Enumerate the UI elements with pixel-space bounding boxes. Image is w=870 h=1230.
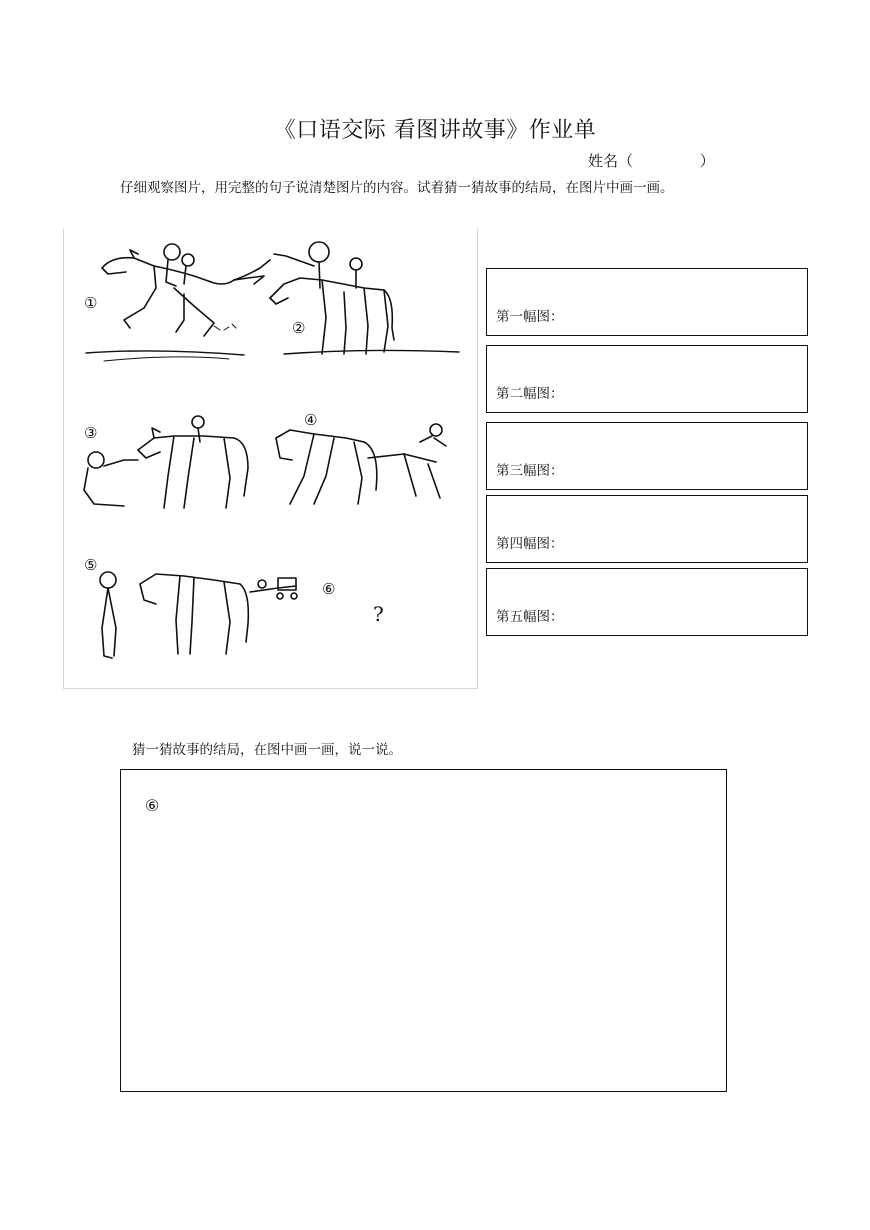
drawing-area[interactable] — [120, 769, 727, 1092]
comic-illustration — [64, 228, 477, 688]
description-label: 第五幅图： — [496, 609, 564, 625]
description-box-3[interactable] — [486, 422, 808, 490]
panel-4 — [276, 411, 446, 504]
description-box-5[interactable] — [486, 568, 808, 636]
panel-number: ② — [292, 319, 306, 337]
panel-number: ⑤ — [84, 556, 98, 574]
description-label: 第一幅图： — [496, 309, 564, 325]
panel-number: ① — [84, 294, 98, 312]
question-mark: ? — [373, 602, 384, 626]
instruction-text: 仔细观察图片，用完整的句子说清楚图片的内容。试着猜一猜故事的结局，在图片中画一画。 — [120, 180, 674, 196]
panel-1 — [84, 244, 270, 361]
panel-6 — [322, 580, 384, 626]
panel-2 — [270, 242, 459, 354]
panel-number: ⑥ — [322, 580, 336, 598]
worksheet-title: 《口语交际 看图讲故事》作业单 — [273, 118, 597, 143]
description-label: 第四幅图： — [496, 536, 564, 552]
description-box-1[interactable] — [486, 268, 808, 336]
name-field[interactable]: 姓名（ ） — [588, 152, 715, 170]
panel-5 — [84, 556, 297, 658]
description-box-2[interactable] — [486, 345, 808, 413]
description-label: 第三幅图： — [496, 463, 564, 479]
drawing-panel-number: ⑥ — [145, 796, 160, 815]
panel-number: ③ — [84, 424, 98, 442]
comic-strip — [63, 228, 478, 689]
description-box-4[interactable] — [486, 495, 808, 563]
description-label: 第二幅图： — [496, 386, 564, 402]
panel-number: ④ — [304, 411, 318, 429]
panel-3 — [84, 416, 248, 508]
guess-prompt: 猜一猜故事的结局，在图中画一画，说一说。 — [132, 742, 402, 758]
